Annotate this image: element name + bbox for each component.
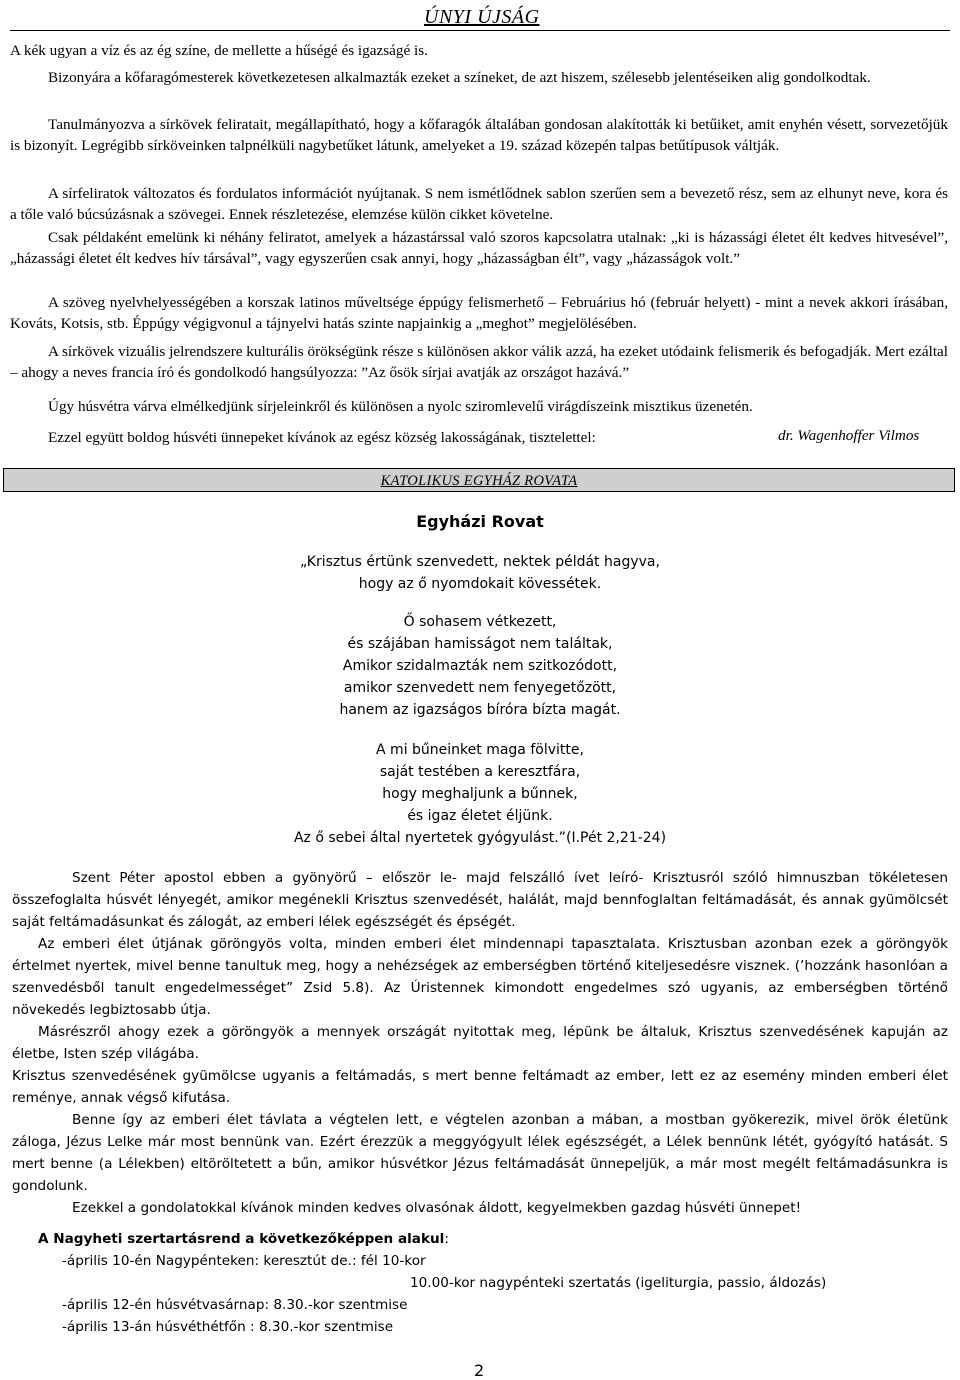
poem-line: „Krisztus értünk szenvedett, nektek példát hagyva,	[300, 554, 660, 570]
schedule-item-good-friday-service: 10.00-kor nagypénteki szertatás (igeliturgia, passio, áldozás)	[410, 1275, 827, 1291]
poem-line: Amikor szidalmazták nem szitkozódott,	[342, 658, 618, 674]
page-header	[10, 4, 950, 31]
schedule-item-easter-monday: -április 13-án húsvéthétfőn : 8.30.-kor szentmise	[62, 1319, 394, 1335]
article-signature: dr. Wagenhoffer Vilmos	[778, 427, 920, 444]
article-paragraph-2: Bizonyára a kőfaragómesterek következetesen alkalmazták ezeket a színeket, de azt hiszem, szélesebb jelentéseiken alig gondolkodtak.	[48, 69, 871, 86]
rovat-paragraph-2: Az emberi élet útjának göröngyös volta, minden emberi élet mindennapi tapasztalata. Krisztusban azonban ezek a göröngyök értelmet nyertek, mivel benne tanultuk meg, hogy a nehézségek az emberségben történő kiteljesedésre visznek. (’hozzánk hasonlóan a szenvedésből tanult engedelmességet” Zsid 5.8). Az Úristennek kimondott engedelmes szó ugyanis, az emberségben történő növekedés legbiztosabb útja.	[12, 936, 948, 1018]
rovat-paragraph-6: Ezekkel a gondolatokkal kívánok minden kedves olvasónak áldott, kegyelmekben gazdag húsvéti ünnepet!	[72, 1200, 802, 1216]
poem-stanza-1	[0, 551, 960, 595]
page-number: 2	[474, 1361, 485, 1380]
article-closing: Ezzel együtt boldog húsvéti ünnepeket kívánok az egész község lakosságának, tisztelettel:	[48, 429, 596, 446]
article-paragraph-7: A sírkövek vizuális jelrendszere kulturális örökségünk része s különösen akkor válik azzá, ha ezeket utódaink felismerik és befogadják. Mert ezáltal – ahogy a neves francia író és gondolkodó hangsúlyozza: ”Az ősök sírjai avatják az országot hazává.”	[10, 343, 948, 382]
poem-line: és szájában hamisságot nem találtak,	[347, 636, 613, 652]
rovat-paragraph-1: Szent Péter apostol ebben a gyönyörű – először le- majd felszálló ívet leíró- Krisztusról szóló himnuszban tökéletesen összefoglalta húsvét lényegét, amikor megénekli Krisztus szenvedését, halálát, majd bennfoglaltan feltámadását, és annak gyümölcsét saját feltámadásunkat és zálogát, az emberi lélek egészségét és épségét.	[12, 870, 948, 930]
poem-stanza-2	[0, 611, 960, 721]
schedule-heading	[38, 1228, 449, 1250]
article-paragraph-3: Tanulmányozva a sírkövek feliratait, megállapítható, hogy a kőfaragók általában gondosan alakították ki betűiket, amit enyhén vésett, sorvezetőjük is bizonyít. Legrégibb sírköveinken talpnélküli nagybetűket látunk, amelyeket a 19. század közepén talpas betűtípusok váltják.	[10, 116, 948, 155]
rovat-paragraph-4: Krisztus szenvedésének gyümölcse ugyanis a feltámadás, s mert benne feltámadt az ember, lett ez az esemény minden emberi élet reménye, annak végső kifutása.	[12, 1068, 948, 1106]
article-paragraph-4: A sírfeliratok változatos és fordulatos információt nyújtanak. S nem ismétlődnek sablon szerűen sem a bevezető rész, sem az elhunyt neve, kora és a tőle való búcsúzásnak a szövegei. Ennek részletezése, elemzése külön cikket követelne.	[10, 185, 948, 224]
poem-line: saját testében a keresztfára,	[379, 764, 581, 780]
poem-line: hogy meghaljunk a bűnnek,	[382, 786, 578, 802]
rovat-paragraph-5: Benne így az emberi élet távlata a végtelen lett, e végtelen azonban a mában, a mostban gyökerezik, mivel örök életünk záloga, Jézus Lelke már most bennünk van. Ezért érezzük a meggyógyult lélek egészségét, a Lélek bennünk létét, gyógyító hatását. S mert benne (a Lélekben) eltöröltetett a bűn, amikor húsvétkor Jézus feltámadását ünnepeljük, a már most megélt feltámadásunkra is gondolunk.	[12, 1112, 948, 1194]
poem-stanza-3	[0, 739, 960, 849]
rovat-title: Egyházi Rovat	[416, 512, 544, 531]
newspaper-title: ÚNYI ÚJSÁG	[424, 6, 540, 28]
poem-line: A mi bűneinket maga fölvitte,	[376, 742, 584, 758]
article-paragraph-1: A kék ugyan a víz és az ég színe, de mellette a hűségé és igazságé is.	[10, 42, 428, 59]
poem-line: hogy az ő nyomdokait kövessétek.	[358, 576, 602, 592]
article-paragraph-5: Csak példaként emelünk ki néhány feliratot, amelyek a házastárssal való szoros kapcsolatra utalnak: „ki is házassági életet élt kedves hitvesével”, „házassági életet élt kedves hív társával”, vagy egyszerűen csak annyi, hogy „házasságban élt”, vagy „házasságok volt.”	[10, 229, 948, 268]
article-paragraph-8: Úgy húsvétra várva elmélkedjünk sírjeleinkről és különösen a nyolc sziromlevelű virágdíszeink misztikus üzenetén.	[48, 398, 753, 415]
poem-line: Ő sohasem vétkezett,	[403, 614, 557, 630]
article-paragraph-6: A szöveg nyelvhelyességében a korszak latinos műveltsége éppúgy felismerhető – Februárius hó (február helyett) - mint a nevek akkori írásában, Kováts, Kotsis, stb. Éppúgy végigvonul a tájnyelvi hatás szinte napjainkig a „meghot” megjelölésében.	[10, 294, 948, 333]
rovat-paragraph-3: Másrészről ahogy ezek a göröngyök a mennyek országát nyitottak meg, lépünk be általuk, Krisztus szenvedésének kapuján az életbe, Isten szép világába.	[12, 1024, 948, 1062]
schedule-heading-text: A Nagyheti szertartásrend a következőképpen alakul	[38, 1231, 445, 1247]
schedule-heading-colon: :	[444, 1231, 449, 1247]
poem-line: Az ő sebei által nyertetek gyógyulást.”(I.Pét 2,21-24)	[293, 830, 667, 846]
poem-line: hanem az igazságos bíróra bízta magát.	[339, 702, 621, 718]
poem-line: és igaz életet éljünk.	[407, 808, 553, 824]
section-banner	[3, 468, 955, 492]
schedule-item-easter-sunday: -április 12-én húsvétvasárnap: 8.30.-kor szentmise	[62, 1297, 408, 1313]
poem-line: amikor szenvedett nem fenyegetőzött,	[343, 680, 617, 696]
section-banner-title: KATOLIKUS EGYHÁZ ROVATA	[380, 473, 578, 489]
schedule-item-good-friday: -április 10-én Nagypénteken: keresztút de.: fél 10-kor	[62, 1253, 426, 1269]
